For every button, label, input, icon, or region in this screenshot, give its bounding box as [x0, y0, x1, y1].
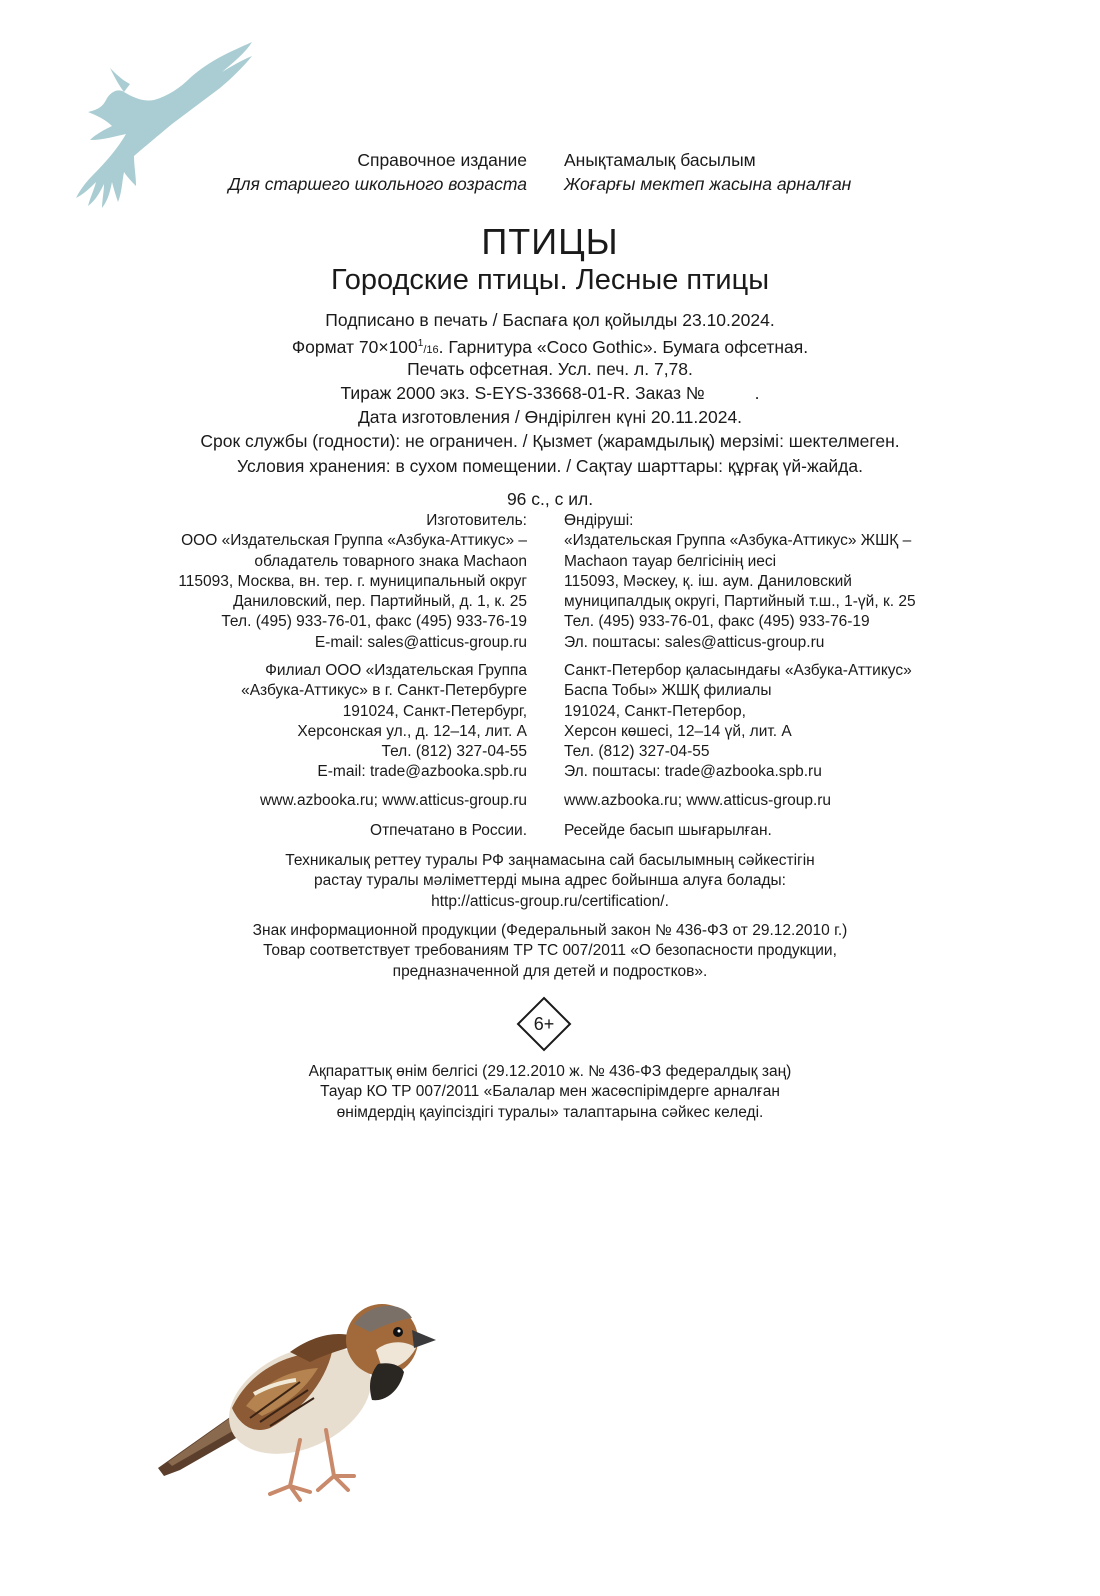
websites-kz[interactable]: www.azbooka.ru; www.atticus-group.ru	[564, 792, 832, 809]
info-sign-ru-line: предназначенной для детей и подростков».	[392, 962, 708, 980]
info-sign-kz-line: өнімдердің қауіпсіздігі туралы» талаптарына сәйкес келеді.	[336, 1103, 764, 1121]
age-rating-label: 6+	[533, 1014, 555, 1034]
branch-kz-line: Баспа Тобы» ЖШҚ филиалы	[564, 682, 772, 700]
sparrow-illustration	[150, 1290, 440, 1520]
header-kz	[564, 148, 851, 196]
branch-kz-line: Тел. (812) 327-04-55	[564, 743, 710, 761]
book-title: ПТИЦЫ	[481, 221, 619, 262]
branch-ru	[241, 661, 527, 783]
manufacturer-kz-email[interactable]: Эл. поштасы: sales@atticus-group.ru	[564, 633, 825, 651]
age-group-kz: Жоғарғы мектеп жасына арналған	[564, 174, 852, 194]
manufacturer-kz-line: Тел. (495) 933-76-01, факс (495) 933-76-19	[564, 613, 870, 631]
imprint-circulation: Тираж 2000 экз. S-EYS-33668-01-R. Заказ № .	[340, 382, 760, 403]
branch-kz-line: Санкт-Петербор қаласындағы «Азбука-Аттикус»	[564, 662, 912, 679]
age-rating-badge	[516, 996, 572, 1052]
certification-line: Техникалық реттеу туралы РФ заңнамасына сай басылымның сәйкестігін	[285, 852, 815, 869]
imprint-storage: Условия хранения: в сухом помещении. / Сақтау шарттары: құрғақ үй-жайда.	[237, 455, 863, 476]
branch-ru-email[interactable]: E-mail: trade@azbooka.spb.ru	[317, 763, 527, 781]
branch-kz-line: 191024, Санкт-Петербор,	[564, 702, 746, 720]
branch-ru-line: Филиал ООО «Издательская Группа	[265, 662, 527, 679]
imprint-block	[0, 308, 1100, 478]
header-ru	[228, 148, 527, 196]
imprint-made-date: Дата изготовления / Өндірілген күні 20.11.2024.	[357, 407, 743, 428]
manufacturer-ru-email[interactable]: E-mail: sales@atticus-group.ru	[314, 633, 527, 651]
branch-kz-line: Херсон көшесі, 12–14 үй, лит. А	[564, 722, 792, 740]
manufacturer-kz-line: 115093, Мәскеу, қ. іш. аум. Даниловский	[564, 572, 852, 590]
manufacturer-ru-line: Изготовитель:	[426, 512, 527, 529]
branch-ru-line: «Азбука-Аттикус» в г. Санкт-Петербурге	[241, 682, 527, 700]
book-subtitle: Городские птицы. Лесные птицы	[330, 264, 770, 296]
manufacturer-ru-line: Тел. (495) 933-76-01, факс (495) 933-76-19	[221, 613, 527, 631]
info-sign-kz-line: Тауар КО ТР 007/2011 «Балалар мен жасөспірімдерге арналған	[320, 1083, 780, 1101]
info-sign-kz	[0, 1062, 1100, 1123]
manufacturer-ru-line: Даниловский, пер. Партийный, д. 1, к. 25	[233, 593, 527, 611]
certification-line: растау туралы мәліметтерді мына адрес бойынша алуға болады:	[313, 872, 786, 890]
branch-kz	[564, 661, 912, 783]
printed-in-ru: Отпечатано в России.	[370, 822, 527, 839]
manufacturer-kz-line: «Издательская Группа «Азбука-Аттикус» ЖШҚ –	[564, 532, 912, 550]
info-sign-kz-line: Ақпараттық өнім белгісі (29.12.2010 ж. № 436-ФЗ федералдық заң)	[308, 1063, 792, 1080]
manufacturer-kz-line: Өндіруші:	[564, 512, 634, 529]
edition-type-ru: Справочное издание	[357, 150, 527, 170]
branch-ru-line: Тел. (812) 327-04-55	[381, 743, 527, 761]
imprint-print: Печать офсетная. Усл. печ. л. 7,78.	[407, 358, 693, 379]
imprint-format: Формат $70\times 100^1/16$. Гарнитура «Coco Gothic». Бумага офсетная.	[291, 337, 809, 358]
imprint-service-life: Срок службы (годности): не ограничен. / Қызмет (жарамдылық) мерзімі: шектелмеген.	[200, 431, 900, 452]
websites-ru[interactable]: www.azbooka.ru; www.atticus-group.ru	[259, 792, 527, 809]
branch-ru-line: Херсонская ул., д. 12–14, лит. А	[297, 722, 527, 740]
certification-notice	[0, 851, 1100, 912]
printed-in-kz: Ресейде басып шығарылған.	[564, 822, 772, 839]
age-group-ru: Для старшего школьного возраста	[228, 174, 527, 194]
branch-kz-email[interactable]: Эл. поштасы: trade@azbooka.spb.ru	[564, 763, 822, 781]
manufacturer-ru-line: 115093, Москва, вн. тер. г. муниципальный округ	[178, 572, 527, 590]
manufacturer-ru-line: ООО «Издательская Группа «Азбука-Аттикус» –	[181, 532, 527, 550]
manufacturer-kz-line: муниципалдық округі, Партийный т.ш., 1-үй, к. 25	[564, 593, 916, 611]
manufacturer-ru	[178, 511, 527, 653]
info-sign-ru-line: Товар соответствует требованиям ТР ТС 007/2011 «О безопасности продукции,	[263, 942, 837, 960]
certification-link[interactable]: http://atticus-group.ru/certification/.	[431, 892, 669, 910]
info-sign-ru-line: Знак информационной продукции (Федеральный закон № 436-ФЗ от 29.12.2010 г.)	[252, 922, 848, 939]
manufacturer-kz	[564, 511, 916, 653]
info-sign-ru	[0, 921, 1100, 982]
page-count: 96 с., с ил.	[506, 489, 594, 509]
manufacturer-kz-line: Machaon тауар белгісінің иесі	[564, 552, 777, 570]
imprint-signed: Подписано в печать / Баспаға қол қойылды 23.10.2024.	[325, 310, 775, 330]
branch-ru-line: 191024, Санкт-Петербург,	[342, 702, 527, 720]
manufacturer-ru-line: обладатель товарного знака Machaon	[254, 552, 527, 570]
edition-type-kz: Анықтамалық басылым	[564, 150, 756, 170]
